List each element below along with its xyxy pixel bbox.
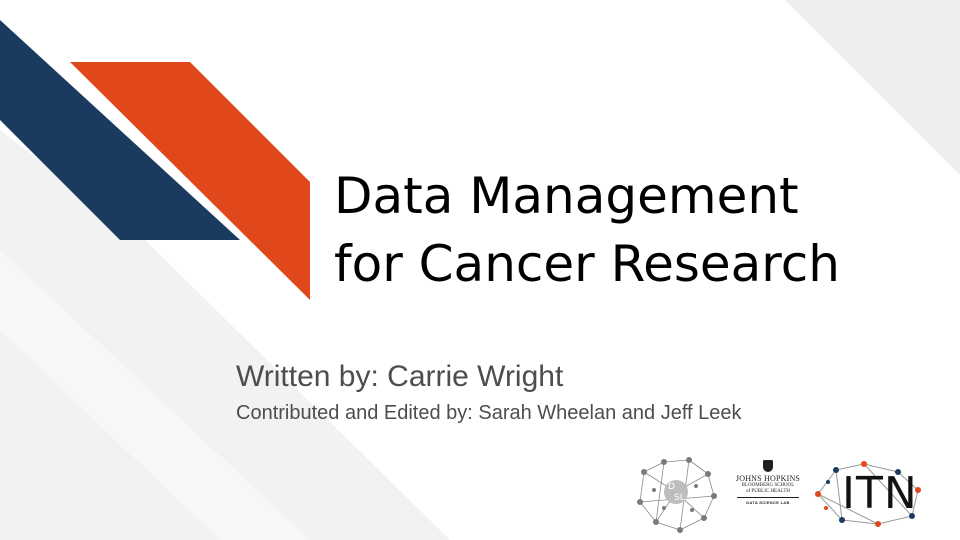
itn-logo xyxy=(812,460,924,528)
jh-school-line-2: of PUBLIC HEALTH xyxy=(746,489,790,494)
gray-corner-band xyxy=(785,0,960,175)
slide-title xyxy=(334,162,840,298)
shield-icon xyxy=(763,460,773,472)
data-science-lab-logo xyxy=(634,452,718,534)
johns-hopkins-logo xyxy=(732,460,804,522)
jh-name: JOHNS HOPKINS xyxy=(735,474,801,483)
dsl-letters-sl: SL xyxy=(674,493,685,503)
title-line-2: for Cancer Research xyxy=(334,235,840,293)
dsl-letter-d: D xyxy=(668,482,675,492)
contributors-line: Contributed and Edited by: Sarah Wheelan and Jeff Leek xyxy=(236,402,742,424)
jh-divider xyxy=(737,497,799,498)
author-line: Written by: Carrie Wright xyxy=(236,360,564,393)
itn-wordmark: ITN xyxy=(842,468,918,519)
dsl-network-icon xyxy=(634,452,718,534)
title-line-1: Data Management xyxy=(334,167,799,225)
jh-school-line-1: BLOOMBERG SCHOOL xyxy=(741,483,795,488)
jh-lab-name: DATA SCIENCE LAB xyxy=(746,500,790,505)
